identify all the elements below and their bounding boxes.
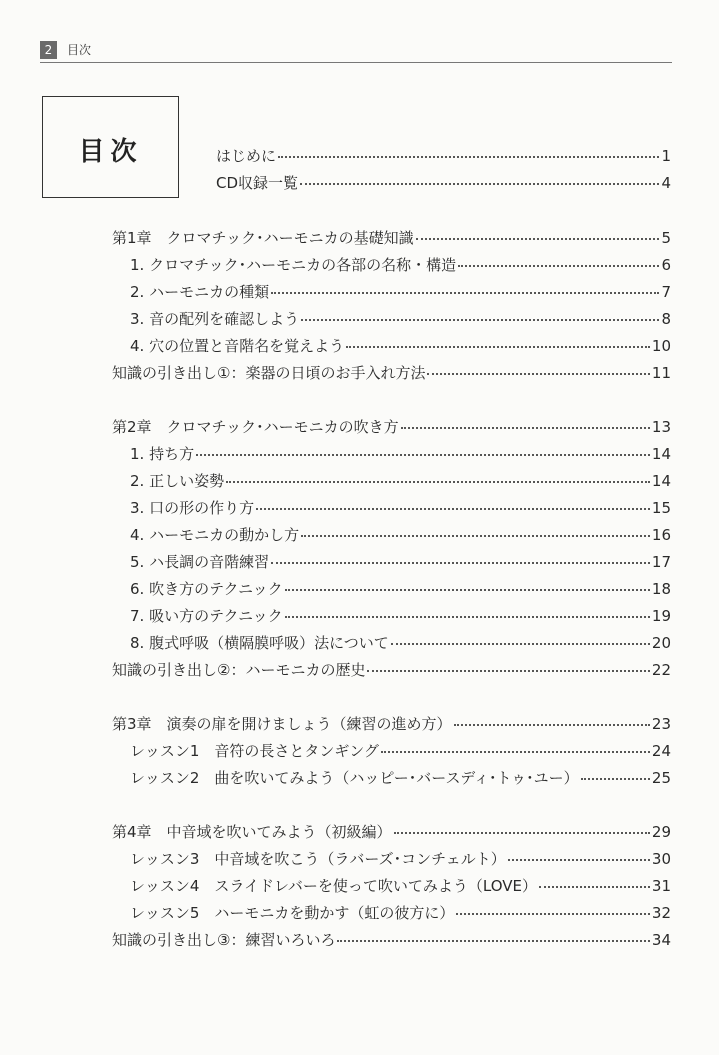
leader-dots <box>301 525 650 537</box>
toc-entry[interactable] <box>130 876 671 896</box>
toc-entry-page: 30 <box>651 850 671 868</box>
toc-entry-page: 32 <box>651 904 671 922</box>
toc-entry-page: 8 <box>661 310 671 328</box>
toc-entry-label: 第2章 クロマチック･ハーモニカの吹き方 <box>112 418 399 436</box>
header-title: 目次 <box>67 43 92 57</box>
toc-entry-label: 4. ハーモニカの動かし方 <box>130 526 300 544</box>
toc-entry-page: 31 <box>651 877 671 895</box>
toc-entry-page: 15 <box>651 499 671 517</box>
toc-entry-page: 22 <box>651 661 671 679</box>
toc-entry-page: 34 <box>651 931 671 949</box>
toc-entry-page: 24 <box>651 742 671 760</box>
toc-entry[interactable] <box>130 552 671 572</box>
toc-entry-label: 7. 吸い方のテクニック <box>130 607 283 625</box>
toc-entry-page: 5 <box>661 229 671 247</box>
toc-entry-label: 1. 持ち方 <box>130 445 195 463</box>
toc-entry-label: レッスン2 曲を吹いてみよう（ハッピー･バースディ･トゥ･ユー） <box>130 769 579 787</box>
toc-entry[interactable] <box>130 579 671 599</box>
toc-entry[interactable] <box>130 633 671 653</box>
toc-entry-page: 18 <box>651 580 671 598</box>
toc-chapter[interactable] <box>112 822 671 842</box>
page-header <box>40 40 672 63</box>
toc-entry-page: 23 <box>651 715 671 733</box>
toc-entry[interactable] <box>130 255 671 275</box>
leader-dots <box>285 579 650 591</box>
toc-entry-label: 第3章 演奏の扉を開けましょう（練習の進め方） <box>112 715 452 733</box>
toc-knowledge[interactable] <box>112 363 671 383</box>
toc-entry-page: 20 <box>651 634 671 652</box>
leader-dots <box>256 498 650 510</box>
toc-entry-label: 知識の引き出し③：練習いろいろ <box>112 931 336 949</box>
leader-dots <box>301 309 659 321</box>
toc-entry-page: 16 <box>651 526 671 544</box>
toc-entry-label: 第1章 クロマチック･ハーモニカの基礎知識 <box>112 229 414 247</box>
leader-dots <box>454 714 650 726</box>
leader-dots <box>508 849 650 861</box>
toc-entry-label: 4. 穴の位置と音階名を覚えよう <box>130 337 345 355</box>
toc-entry[interactable] <box>130 444 671 464</box>
toc-entry[interactable] <box>216 173 671 193</box>
toc-entry[interactable] <box>130 741 671 761</box>
leader-dots <box>401 417 650 429</box>
toc-entry-label: 8. 腹式呼吸（横隔膜呼吸）法について <box>130 634 389 652</box>
leader-dots <box>381 741 650 753</box>
toc-entry[interactable] <box>216 146 671 166</box>
leader-dots <box>367 660 649 672</box>
toc-entry-page: 14 <box>651 445 671 463</box>
leader-dots <box>285 606 650 618</box>
toc-entry[interactable] <box>130 768 671 788</box>
leader-dots <box>226 471 650 483</box>
page-number-badge: 2 <box>40 41 57 59</box>
leader-dots <box>271 552 650 564</box>
toc-entry-label: はじめに <box>216 147 277 165</box>
toc-entry[interactable] <box>130 498 671 518</box>
toc-entry-label: レッスン4 スライドレバーを使って吹いてみよう（LOVE） <box>130 877 537 895</box>
toc-knowledge[interactable] <box>112 930 671 950</box>
toc-entry-page: 1 <box>661 147 671 165</box>
leader-dots <box>391 633 650 645</box>
toc-entry[interactable] <box>130 903 671 923</box>
toc-entry-label: レッスン1 音符の長さとタンギング <box>130 742 379 760</box>
leader-dots <box>427 363 649 375</box>
toc-entry-label: CD収録一覧 <box>216 174 299 192</box>
toc-entry-label: 6. 吹き方のテクニック <box>130 580 283 598</box>
toc-entry-page: 6 <box>661 256 671 274</box>
toc-title: 目次 <box>78 137 143 167</box>
toc-entry-page: 19 <box>651 607 671 625</box>
toc-entry-label: レッスン3 中音域を吹こう（ラバーズ･コンチェルト） <box>130 850 506 868</box>
toc-entry-label: 3. 音の配列を確認しよう <box>130 310 300 328</box>
toc-chapter[interactable] <box>112 228 671 248</box>
toc-entry[interactable] <box>130 336 671 356</box>
toc-entry-label: 第4章 中音域を吹いてみよう（初級編） <box>112 823 392 841</box>
toc-entry-label: 知識の引き出し①：楽器の日頃のお手入れ方法 <box>112 364 426 382</box>
leader-dots <box>337 930 649 942</box>
toc-entry-page: 7 <box>661 283 671 301</box>
leader-dots <box>416 228 660 240</box>
toc-chapter[interactable] <box>112 714 671 734</box>
toc-entry-label: 5. ハ長調の音階練習 <box>130 553 270 571</box>
toc-entry[interactable] <box>130 309 671 329</box>
toc-entry-page: 11 <box>651 364 671 382</box>
toc-entry-label: 2. ハーモニカの種類 <box>130 283 270 301</box>
toc-entry-label: 1. クロマチック･ハーモニカの各部の名称・構造 <box>130 256 457 274</box>
leader-dots <box>346 336 650 348</box>
toc-entry-page: 4 <box>661 174 671 192</box>
toc-title-box <box>42 96 179 198</box>
toc-entry-page: 29 <box>651 823 671 841</box>
toc-entry[interactable] <box>130 606 671 626</box>
leader-dots <box>581 768 650 780</box>
leader-dots <box>539 876 650 888</box>
toc-entry[interactable] <box>130 525 671 545</box>
toc-entry-label: 3. 口の形の作り方 <box>130 499 255 517</box>
leader-dots <box>278 146 659 158</box>
toc-entry-label: レッスン5 ハーモニカを動かす（虹の彼方に） <box>130 904 455 922</box>
toc-entry[interactable] <box>130 282 671 302</box>
leader-dots <box>458 255 659 267</box>
toc-knowledge[interactable] <box>112 660 671 680</box>
leader-dots <box>394 822 650 834</box>
toc-entry-page: 17 <box>651 553 671 571</box>
toc-entry-page: 25 <box>651 769 671 787</box>
leader-dots <box>300 173 659 185</box>
toc-entry[interactable] <box>130 849 671 869</box>
toc-entry-label: 2. 正しい姿勢 <box>130 472 225 490</box>
leader-dots <box>196 444 650 456</box>
leader-dots <box>271 282 659 294</box>
toc-entry-page: 10 <box>651 337 671 355</box>
toc-entry-label: 知識の引き出し②：ハーモニカの歴史 <box>112 661 366 679</box>
toc-entry-page: 13 <box>651 418 671 436</box>
toc-entry[interactable] <box>130 471 671 491</box>
leader-dots <box>456 903 650 915</box>
toc-entry-page: 14 <box>651 472 671 490</box>
toc-chapter[interactable] <box>112 417 671 437</box>
